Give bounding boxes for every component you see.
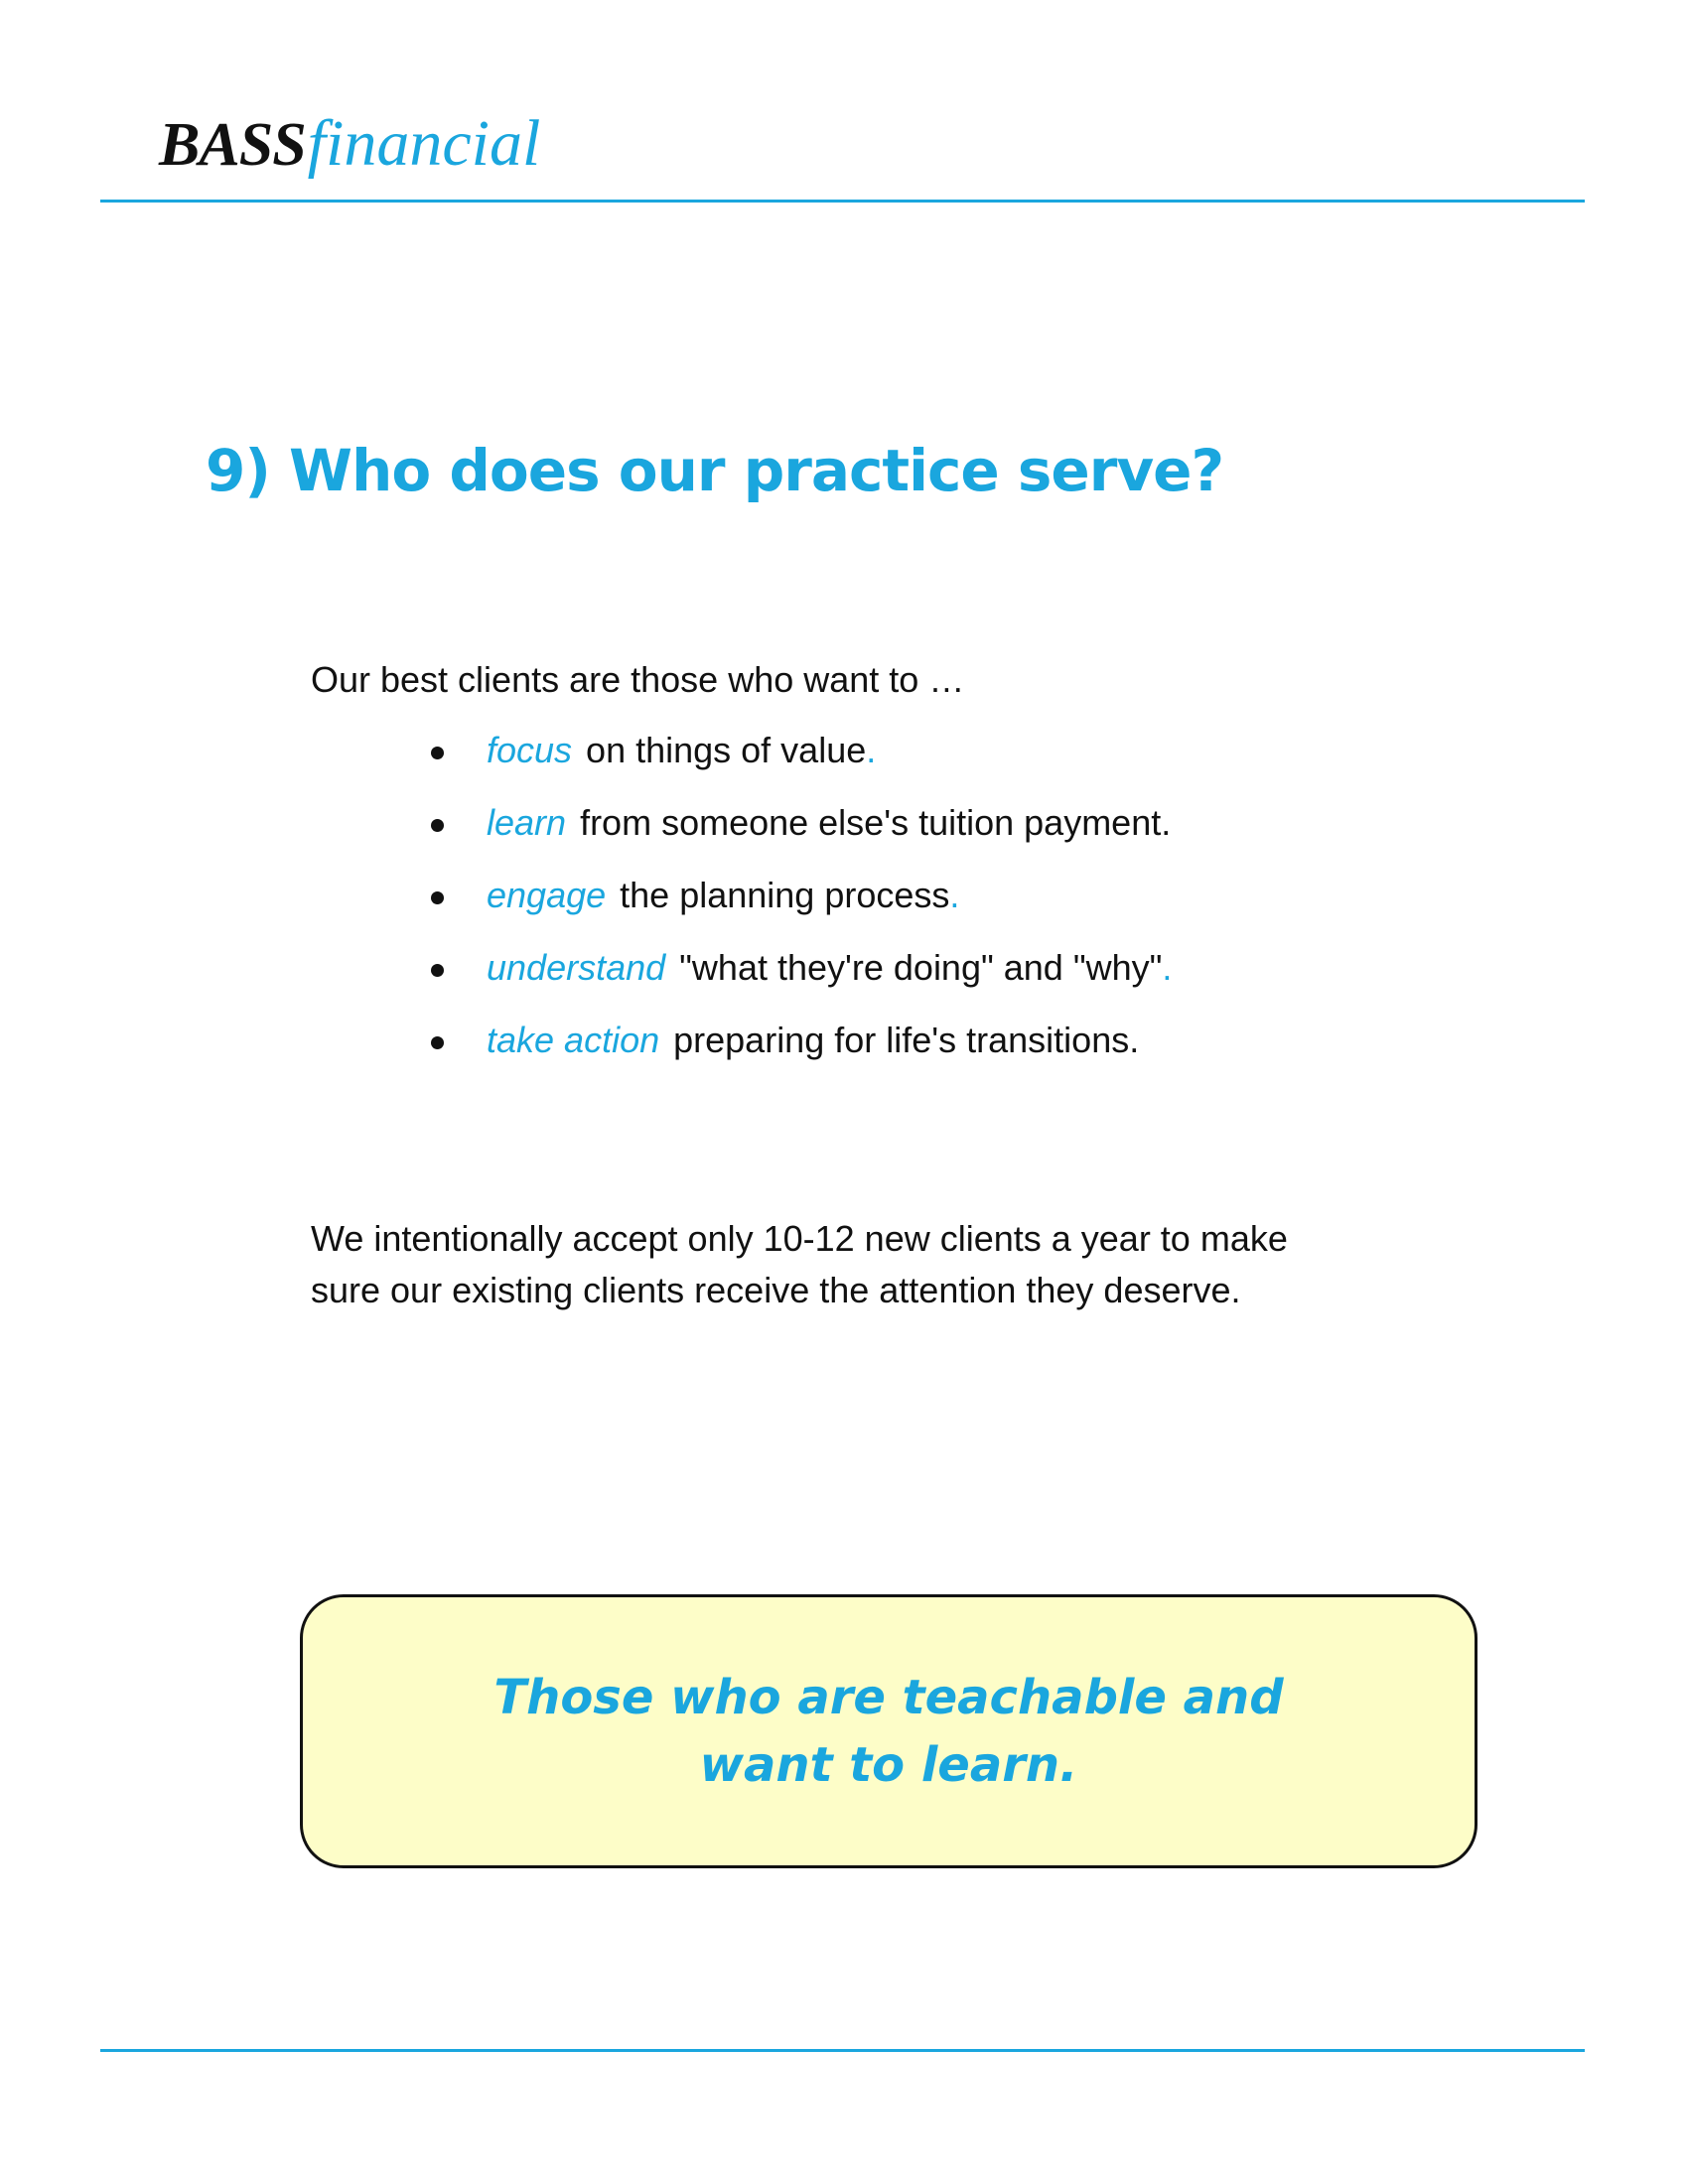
list-item-text — [487, 946, 1172, 990]
list-item-text — [487, 801, 1171, 845]
list-item-keyword: learn — [487, 802, 567, 843]
list-item-text — [487, 874, 959, 917]
list-item-text — [487, 1019, 1139, 1062]
logo-script-text: financial — [307, 107, 541, 180]
list-item-body: the planning process — [620, 875, 950, 915]
intro-text: Our best clients are those who want to … — [311, 659, 965, 700]
bullet-icon — [431, 747, 444, 759]
bass-financial-logo — [159, 107, 541, 180]
callout-box — [300, 1594, 1477, 1868]
paragraph-line-2: sure our existing clients receive the attention they deserve. — [311, 1270, 1241, 1310]
callout-line-1: Those who are teachable and — [493, 1670, 1284, 1725]
list-item-keyword: take action — [487, 1020, 660, 1060]
callout-line-2: want to learn. — [699, 1737, 1078, 1793]
bullet-icon — [431, 891, 444, 904]
callout-text — [493, 1664, 1283, 1799]
page-title: 9) Who does our practice serve? — [206, 437, 1224, 504]
list-item-body: on things of value — [586, 730, 867, 770]
list-item-body: "what they're doing" and "why" — [679, 947, 1163, 988]
bullet-icon — [431, 819, 444, 832]
list-item-keyword: focus — [487, 730, 573, 770]
list-item-keyword: engage — [487, 875, 607, 915]
bullet-icon — [431, 1036, 444, 1049]
list-item-period: . — [949, 875, 960, 915]
bullet-icon — [431, 964, 444, 977]
logo-bold-text: BASS — [159, 111, 306, 179]
header-divider — [100, 200, 1585, 203]
list-item-keyword: understand — [487, 947, 666, 988]
list-item-body: from someone else's tuition payment. — [580, 802, 1172, 843]
list-item-period: . — [866, 730, 877, 770]
list-item-body: preparing for life's transitions. — [673, 1020, 1140, 1060]
footer-divider — [100, 2049, 1585, 2052]
list-item-text — [487, 729, 876, 772]
intake-policy-paragraph — [311, 1213, 1453, 1316]
paragraph-line-1: We intentionally accept only 10-12 new clients a year to make — [311, 1218, 1288, 1259]
list-item-period: . — [1162, 947, 1173, 988]
